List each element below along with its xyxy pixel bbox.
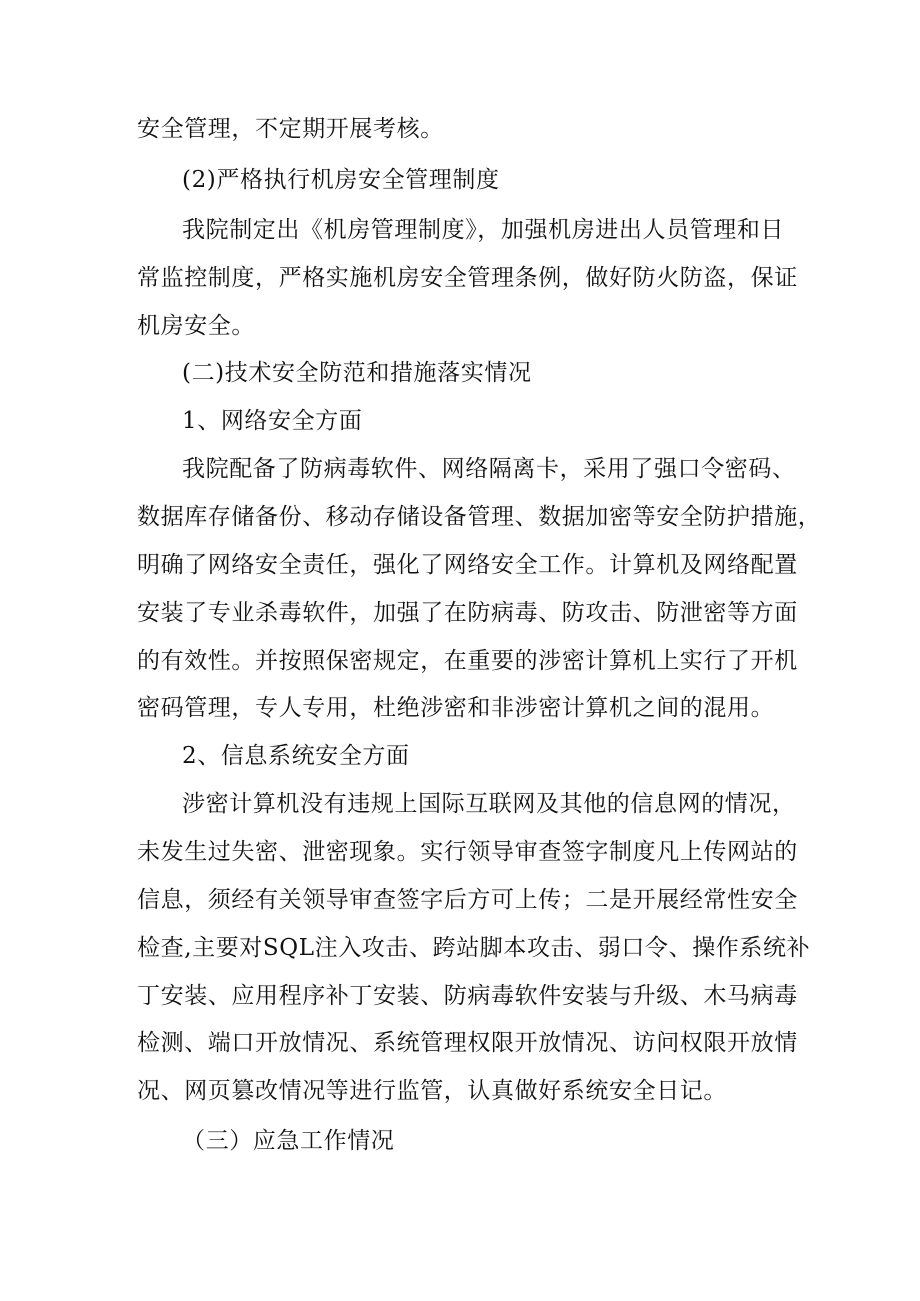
- paragraph-line: 检查,主要对SQL注入攻击、跨站脚本攻击、弱口令、操作系统补: [137, 935, 811, 961]
- paragraph-line: 未发生过失密、泄密现象。实行领导审查签字制度凡上传网站的: [137, 839, 798, 865]
- paragraph-line: 常监控制度，严格实施机房安全管理条例，做好防火防盗，保证: [137, 265, 798, 291]
- paragraph-line: 丁安装、应用程序补丁安装、防病毒软件安装与升级、木马病毒: [137, 983, 798, 1009]
- paragraph-line: 密码管理，专人专用，杜绝涉密和非涉密计算机之间的混用。: [137, 695, 775, 721]
- text-line: 安全管理，不定期开展考核。: [137, 116, 444, 142]
- subheading-line: (2)严格执行机房安全管理制度: [182, 167, 500, 193]
- paragraph-line: 明确了网络安全责任，强化了网络安全工作。计算机及网络配置: [137, 552, 798, 578]
- subheading-line: 1、网络安全方面: [182, 408, 363, 434]
- paragraph-line: 涉密计算机没有违规上国际互联网及其他的信息网的情况，: [182, 791, 796, 817]
- paragraph-line: 信息，须经有关领导审查签字后方可上传；二是开展经常性安全: [137, 887, 798, 913]
- paragraph-line: 机房安全。: [137, 313, 255, 339]
- paragraph-line: 的有效性。并按照保密规定，在重要的涉密计算机上实行了开机: [137, 648, 798, 674]
- paragraph-line: 我院配备了防病毒软件、网络隔离卡，采用了强口令密码、: [182, 456, 796, 482]
- section-heading: (二)技术安全防范和措施落实情况: [182, 360, 532, 386]
- paragraph-line: 况、网页篡改情况等进行监管，认真做好系统安全日记。: [137, 1078, 727, 1104]
- paragraph-line: 安装了专业杀毒软件，加强了在防病毒、防攻击、防泄密等方面: [137, 600, 798, 626]
- paragraph-line: 检测、端口开放情况、系统管理权限开放情况、访问权限开放情: [137, 1030, 798, 1056]
- paragraph-line: 我院制定出《机房管理制度》，加强机房进出人员管理和日: [182, 217, 785, 243]
- section-heading: （三）应急工作情况: [182, 1128, 395, 1154]
- paragraph-line: 数据库存储备份、移动存储设备管理、数据加密等安全防护措施，: [137, 504, 822, 530]
- subheading-line: 2、信息系统安全方面: [182, 743, 410, 769]
